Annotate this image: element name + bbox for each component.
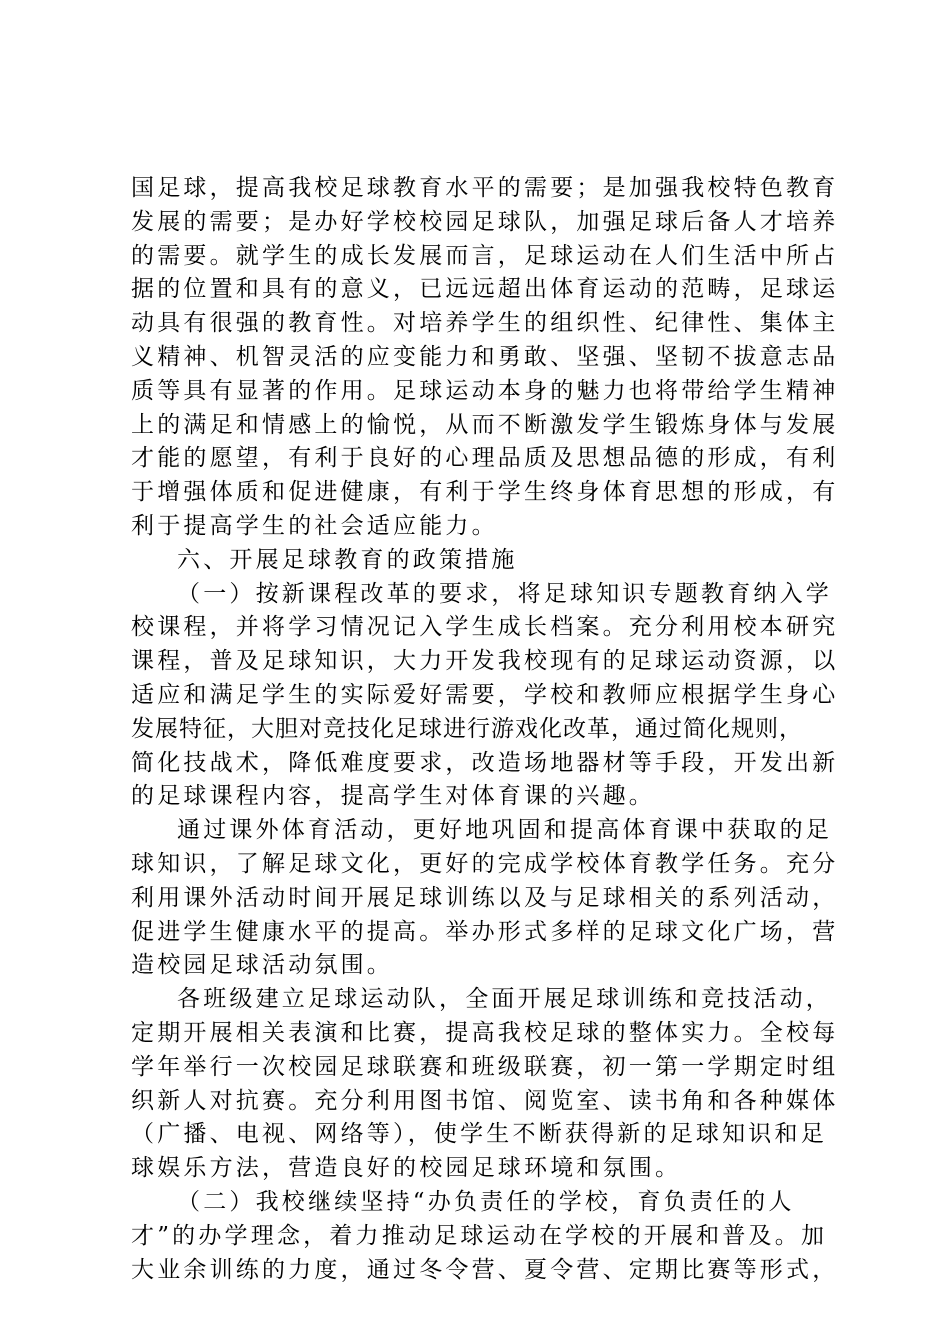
text-line: 造校园足球活动氛围。	[131, 952, 393, 979]
text-line: 发展特征，大胆对竞技化足球进行游戏化改革，通过简化规则，	[131, 715, 803, 742]
text-line: 定期开展相关表演和比赛，提高我校足球的整体实力。全校每	[131, 1019, 839, 1046]
text-line: （一）按新课程改革的要求，将足球知识专题教育纳入学	[177, 580, 832, 607]
text-line: 上的满足和情感上的愉悦，从而不断激发学生锻炼身体与发展	[131, 411, 839, 438]
text-line: 于增强体质和促进健康，有利于学生终身体育思想的形成，有	[131, 479, 839, 506]
text-line: （广播、电视、网络等），使学生不断获得新的足球知识和足	[131, 1121, 827, 1148]
text-line: （二）我校继续坚持“办负责任的学校，育负责任的人	[177, 1188, 795, 1215]
text-line: 的足球课程内容，提高学生对体育课的兴趣。	[131, 783, 655, 810]
text-line: 利用课外活动时间开展足球训练以及与足球相关的系列活动，	[131, 884, 839, 911]
text-line: 义精神、机智灵活的应变能力和勇敢、坚强、坚韧不拔意志品	[131, 343, 839, 370]
text-line: 国足球，提高我校足球教育水平的需要；是加强我校特色教育	[131, 175, 839, 201]
text-line: 大业余训练的力度，通过冬令营、夏令营、定期比赛等形式，	[131, 1256, 839, 1283]
body-text	[131, 172, 851, 1287]
text-line: 据的位置和具有的意义，已远远超出体育运动的范畴，足球运	[131, 276, 839, 303]
text-line: 六、开展足球教育的政策措施	[177, 546, 518, 573]
text-line: 促进学生健康水平的提高。举办形式多样的足球文化广场，营	[131, 918, 839, 945]
text-line: 球娱乐方法，营造良好的校园足球环境和氛围。	[131, 1155, 682, 1182]
text-line: 才”的办学理念，着力推动足球运动在学校的开展和普及。加	[131, 1222, 828, 1249]
text-line: 才能的愿望，有利于良好的心理品质及思想品德的形成，有利	[131, 445, 839, 472]
text-line: 适应和满足学生的实际爱好需要，学校和教师应根据学生身心	[131, 681, 839, 708]
text-line: 质等具有显著的作用。足球运动本身的魅力也将带给学生精神	[131, 377, 839, 404]
text-line: 织新人对抗赛。充分利用图书馆、阅览室、读书角和各种媒体	[131, 1087, 839, 1114]
text-line: 简化技战术，降低难度要求，改造场地器材等手段，开发出新	[131, 749, 839, 776]
text-line: 发展的需要；是办好学校校园足球队，加强足球后备人才培养	[131, 208, 839, 235]
text-line: 各班级建立足球运动队，全面开展足球训练和竞技活动，	[177, 986, 832, 1013]
text-line: 的需要。就学生的成长发展而言，足球运动在人们生活中所占	[131, 242, 839, 269]
text-line: 课程，普及足球知识，大力开发我校现有的足球运动资源，以	[131, 648, 839, 675]
text-line: 校课程，并将学习情况记入学生成长档案。充分利用校本研究	[131, 614, 839, 641]
text-line: 利于提高学生的社会适应能力。	[131, 512, 498, 539]
text-line: 动具有很强的教育性。对培养学生的组织性、纪律性、集体主	[131, 310, 839, 337]
text-line: 球知识，了解足球文化，更好的完成学校体育教学任务。充分	[131, 850, 839, 877]
text-line: 通过课外体育活动，更好地巩固和提高体育课中获取的足	[177, 817, 832, 844]
text-line: 学年举行一次校园足球联赛和班级联赛，初一第一学期定时组	[131, 1053, 839, 1080]
